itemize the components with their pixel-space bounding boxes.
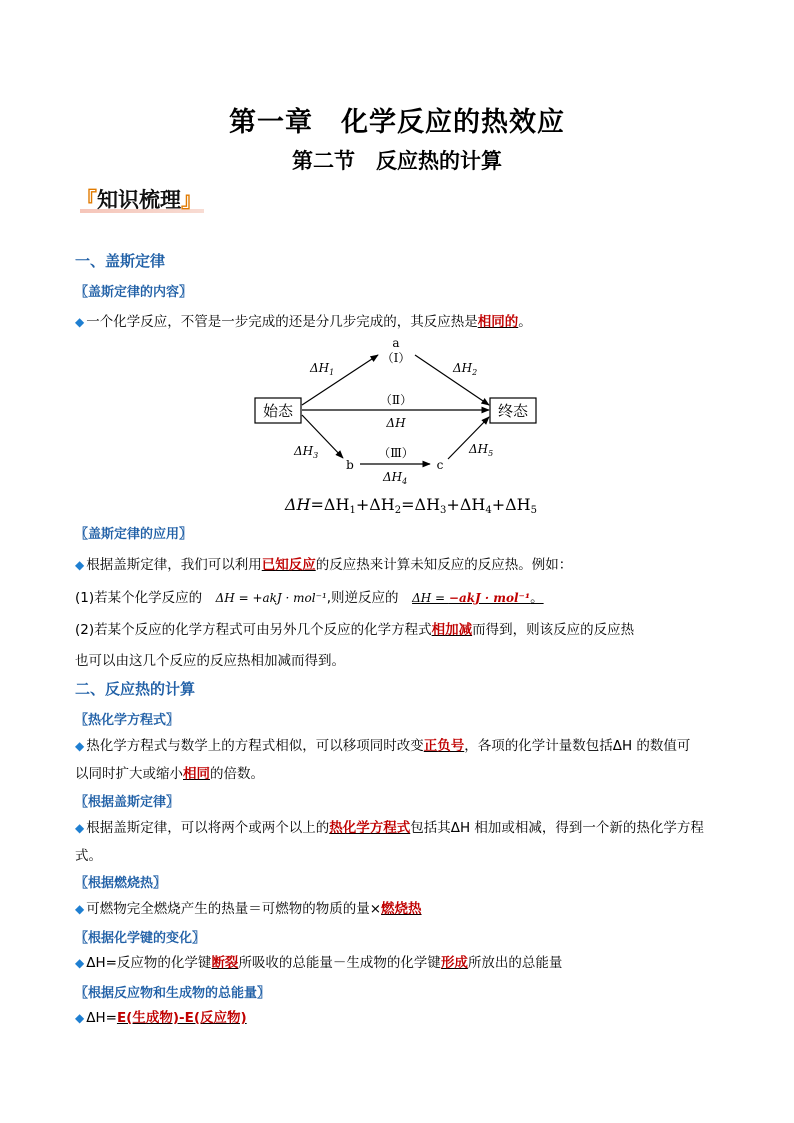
part2-sub3: 〖根据燃烧热〗 xyxy=(75,876,167,891)
part2-sub5: 〖根据反应物和生成物的总能量〗 xyxy=(75,986,271,1001)
part1-heading: 一、盖斯定律 xyxy=(75,252,166,270)
keyword: 相同 xyxy=(183,766,210,782)
part1-p2: ◆ 根据盖斯定律，我们可以利用已知反应的反应热来计算未知反应的反应热。例如： xyxy=(75,557,573,573)
start-state-label: 始态 xyxy=(262,402,294,420)
route-1-label: （Ⅰ） xyxy=(381,351,411,365)
part1-p5: 也可以由这几个反应的反应热相加减而得到。 xyxy=(75,653,345,669)
hess-equation: ΔH=ΔH1+ΔH2=ΔH3+ΔH4+ΔH5 xyxy=(285,495,537,516)
part2-p4: ◆ ΔH=反应物的化学键断裂所吸收的总能量－生成物的化学键形成所放出的总能量 xyxy=(75,955,563,971)
dH1-label: $\Delta H_1$ xyxy=(310,361,335,377)
dH4-label: $\Delta H_4$ xyxy=(383,470,408,486)
dH5-label: $\Delta H_5$ xyxy=(469,442,494,458)
knowledge-label: 知识梳理 xyxy=(97,187,181,212)
dH2-label: $\Delta H_2$ xyxy=(453,361,478,377)
part2-sub4: 〖根据化学键的变化〗 xyxy=(75,931,206,946)
part2-p3: ◆ 可燃物完全燃烧产生的热量＝可燃物的物质的量×燃烧热 xyxy=(75,901,422,917)
part2-sub1: 〖热化学方程式〗 xyxy=(75,713,180,728)
node-a: a xyxy=(392,336,400,350)
dH3-label: $\Delta H_3$ xyxy=(294,444,319,460)
keyword: 正负号 xyxy=(423,738,465,754)
formula-forward: ΔH = +akJ · mol⁻¹ xyxy=(215,591,327,605)
part2-p2: ◆ 根据盖斯定律，可以将两个或两个以上的热化学方程式包括其ΔH 相加或相减，得到一个新的热化学方程 式。 xyxy=(75,820,704,864)
keyword: 热化学方程式 xyxy=(329,820,411,836)
keyword: 形成 xyxy=(440,955,468,971)
part2-sub2: 〖根据盖斯定律〗 xyxy=(75,795,180,810)
route-3-label: （Ⅲ） xyxy=(378,446,414,460)
arrow-a-to-end xyxy=(415,355,489,405)
bracket-close: 』 xyxy=(181,187,202,212)
route-2-label: （Ⅱ） xyxy=(379,393,413,407)
keyword: 相同的 xyxy=(477,314,519,330)
part1-p1: ◆ 一个化学反应，不管是一步完成的还是分几步完成的，其反应热是相同的。 xyxy=(75,314,532,330)
part1-p4: (2)若某个反应的化学方程式可由另外几个反应的化学方程式相加减而得到，则该反应的反应热 xyxy=(75,622,635,638)
dH-label: ΔH xyxy=(386,416,406,430)
part2-p5: ◆ ΔH=E(生成物)-E(反应物) xyxy=(75,1010,247,1026)
knowledge-heading xyxy=(76,184,202,214)
section-title: 第二节 反应热的计算 xyxy=(292,148,502,173)
keyword: 已知反应 xyxy=(261,557,316,573)
hess-law-diagram xyxy=(240,335,550,520)
part2-p1: ◆ 热化学方程式与数学上的方程式相似，可以移项同时改变正负号，各项的化学计量数包括ΔH 的数值可 以同时扩大或缩小相同的倍数。 xyxy=(75,738,691,782)
bullet-icon: ◆ xyxy=(75,821,85,835)
end-state-label: 终态 xyxy=(497,402,529,420)
keyword: 相加减 xyxy=(431,622,473,638)
node-c: c xyxy=(436,458,444,472)
chapter-title: 第一章 化学反应的热效应 xyxy=(229,107,565,138)
bullet-icon: ◆ xyxy=(75,315,85,329)
bullet-icon: ◆ xyxy=(75,902,85,916)
formula-reverse-keyword: −akJ · mol⁻¹ xyxy=(448,591,531,605)
keyword: 断裂 xyxy=(211,955,239,971)
node-b: b xyxy=(346,458,354,472)
part1-p3: (1)若某个化学反应的 ΔH = +akJ · mol⁻¹,则逆反应的 ΔH = −akJ · mol⁻¹。 xyxy=(75,590,544,606)
bracket-open: 『 xyxy=(76,187,97,212)
part1-sub2: 〖盖斯定律的应用〗 xyxy=(75,527,193,542)
bullet-icon: ◆ xyxy=(75,956,85,970)
bullet-icon: ◆ xyxy=(75,1011,85,1025)
part1-sub1: 〖盖斯定律的内容〗 xyxy=(75,285,193,300)
part2-heading: 二、反应热的计算 xyxy=(75,680,196,698)
bullet-icon: ◆ xyxy=(75,558,85,572)
keyword: E(生成物)-E(反应物) xyxy=(116,1010,247,1026)
bullet-icon: ◆ xyxy=(75,739,85,753)
keyword: 燃烧热 xyxy=(381,901,422,917)
